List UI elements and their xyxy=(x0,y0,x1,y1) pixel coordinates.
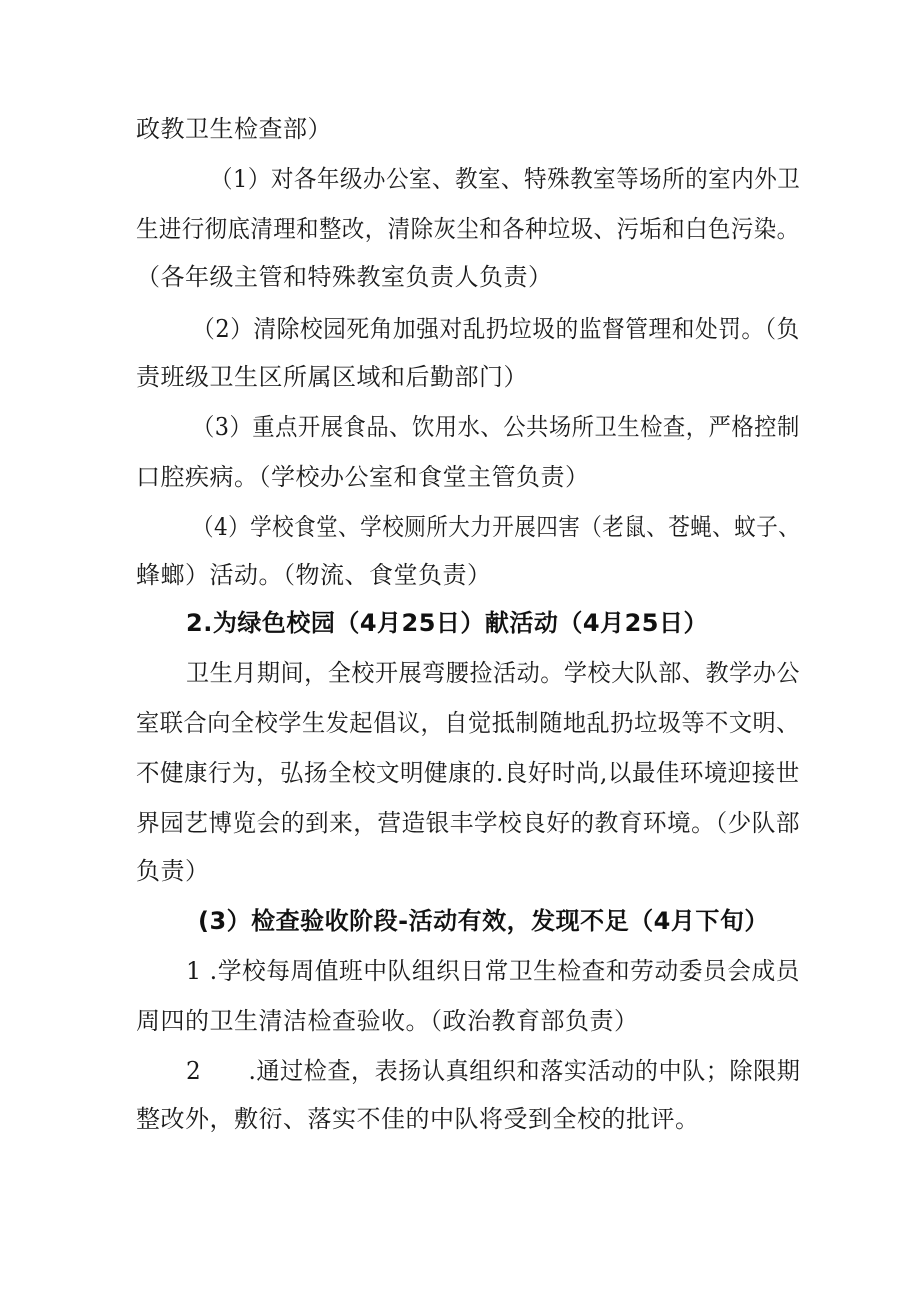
text-line: 1 .学校每周值班中队组织日常卫生检查和劳动委员会成员 xyxy=(186,957,801,985)
text-line: 界园艺博览会的到来，营造银丰学校良好的教育环境。（少队部 xyxy=(136,809,801,837)
text-line: 卫生月期间，全校开展弯腰捡活动。学校大队部、教学办公 xyxy=(186,659,801,687)
text-line: （4）学校食堂、学校厕所大力开展四害（老鼠、苍蝇、蚊子、 xyxy=(192,513,801,541)
section-heading: (3）检查验收阶段-活动有效，发现不足（4月下旬） xyxy=(198,907,769,935)
text-line: 室联合向全校学生发起倡议，自觉抵制随地乱扔垃圾等不文明、 xyxy=(136,709,800,737)
text-line: （2）清除校园死角加强对乱扔垃圾的监督管理和处罚。（负 xyxy=(192,315,800,343)
text-line: （3）重点开展食品、饮用水、公共场所卫生检查，严格控制 xyxy=(192,413,800,441)
text-line: （1）对各年级办公室、教室、特殊教室等场所的室内外卫 xyxy=(210,165,801,193)
text-line: 负责） xyxy=(136,857,210,885)
text-line: 不健康行为，弘扬全校文明健康的.良好时尚,以最佳环境迎接世 xyxy=(136,759,800,787)
text-line: 周四的卫生清洁检查验收。（政治教育部负责） xyxy=(136,1007,639,1035)
text-line: 口腔疾病。（学校办公室和食堂主管负责） xyxy=(136,463,590,491)
text-line: （各年级主管和特殊教室负责人负责） xyxy=(136,263,553,291)
text-line: 蜂螂）活动。（物流、食堂负责） xyxy=(136,561,492,589)
text-line: 责班级卫生区所属区域和后勤部门） xyxy=(136,363,528,391)
text-line: 2 .通过检查，表扬认真组织和落实活动的中队；除限期 xyxy=(186,1057,801,1085)
text-line: 政教卫生检查部） xyxy=(136,115,332,143)
text-line: 整改外，敷衍、落实不佳的中队将受到全校的批评。 xyxy=(136,1105,700,1133)
section-heading: 2.为绿色校园（4月25日）献活动（4月25日） xyxy=(186,609,709,637)
text-line: 生进行彻底清理和整改，清除灰尘和各种垃圾、污垢和白色污染。 xyxy=(136,215,800,243)
